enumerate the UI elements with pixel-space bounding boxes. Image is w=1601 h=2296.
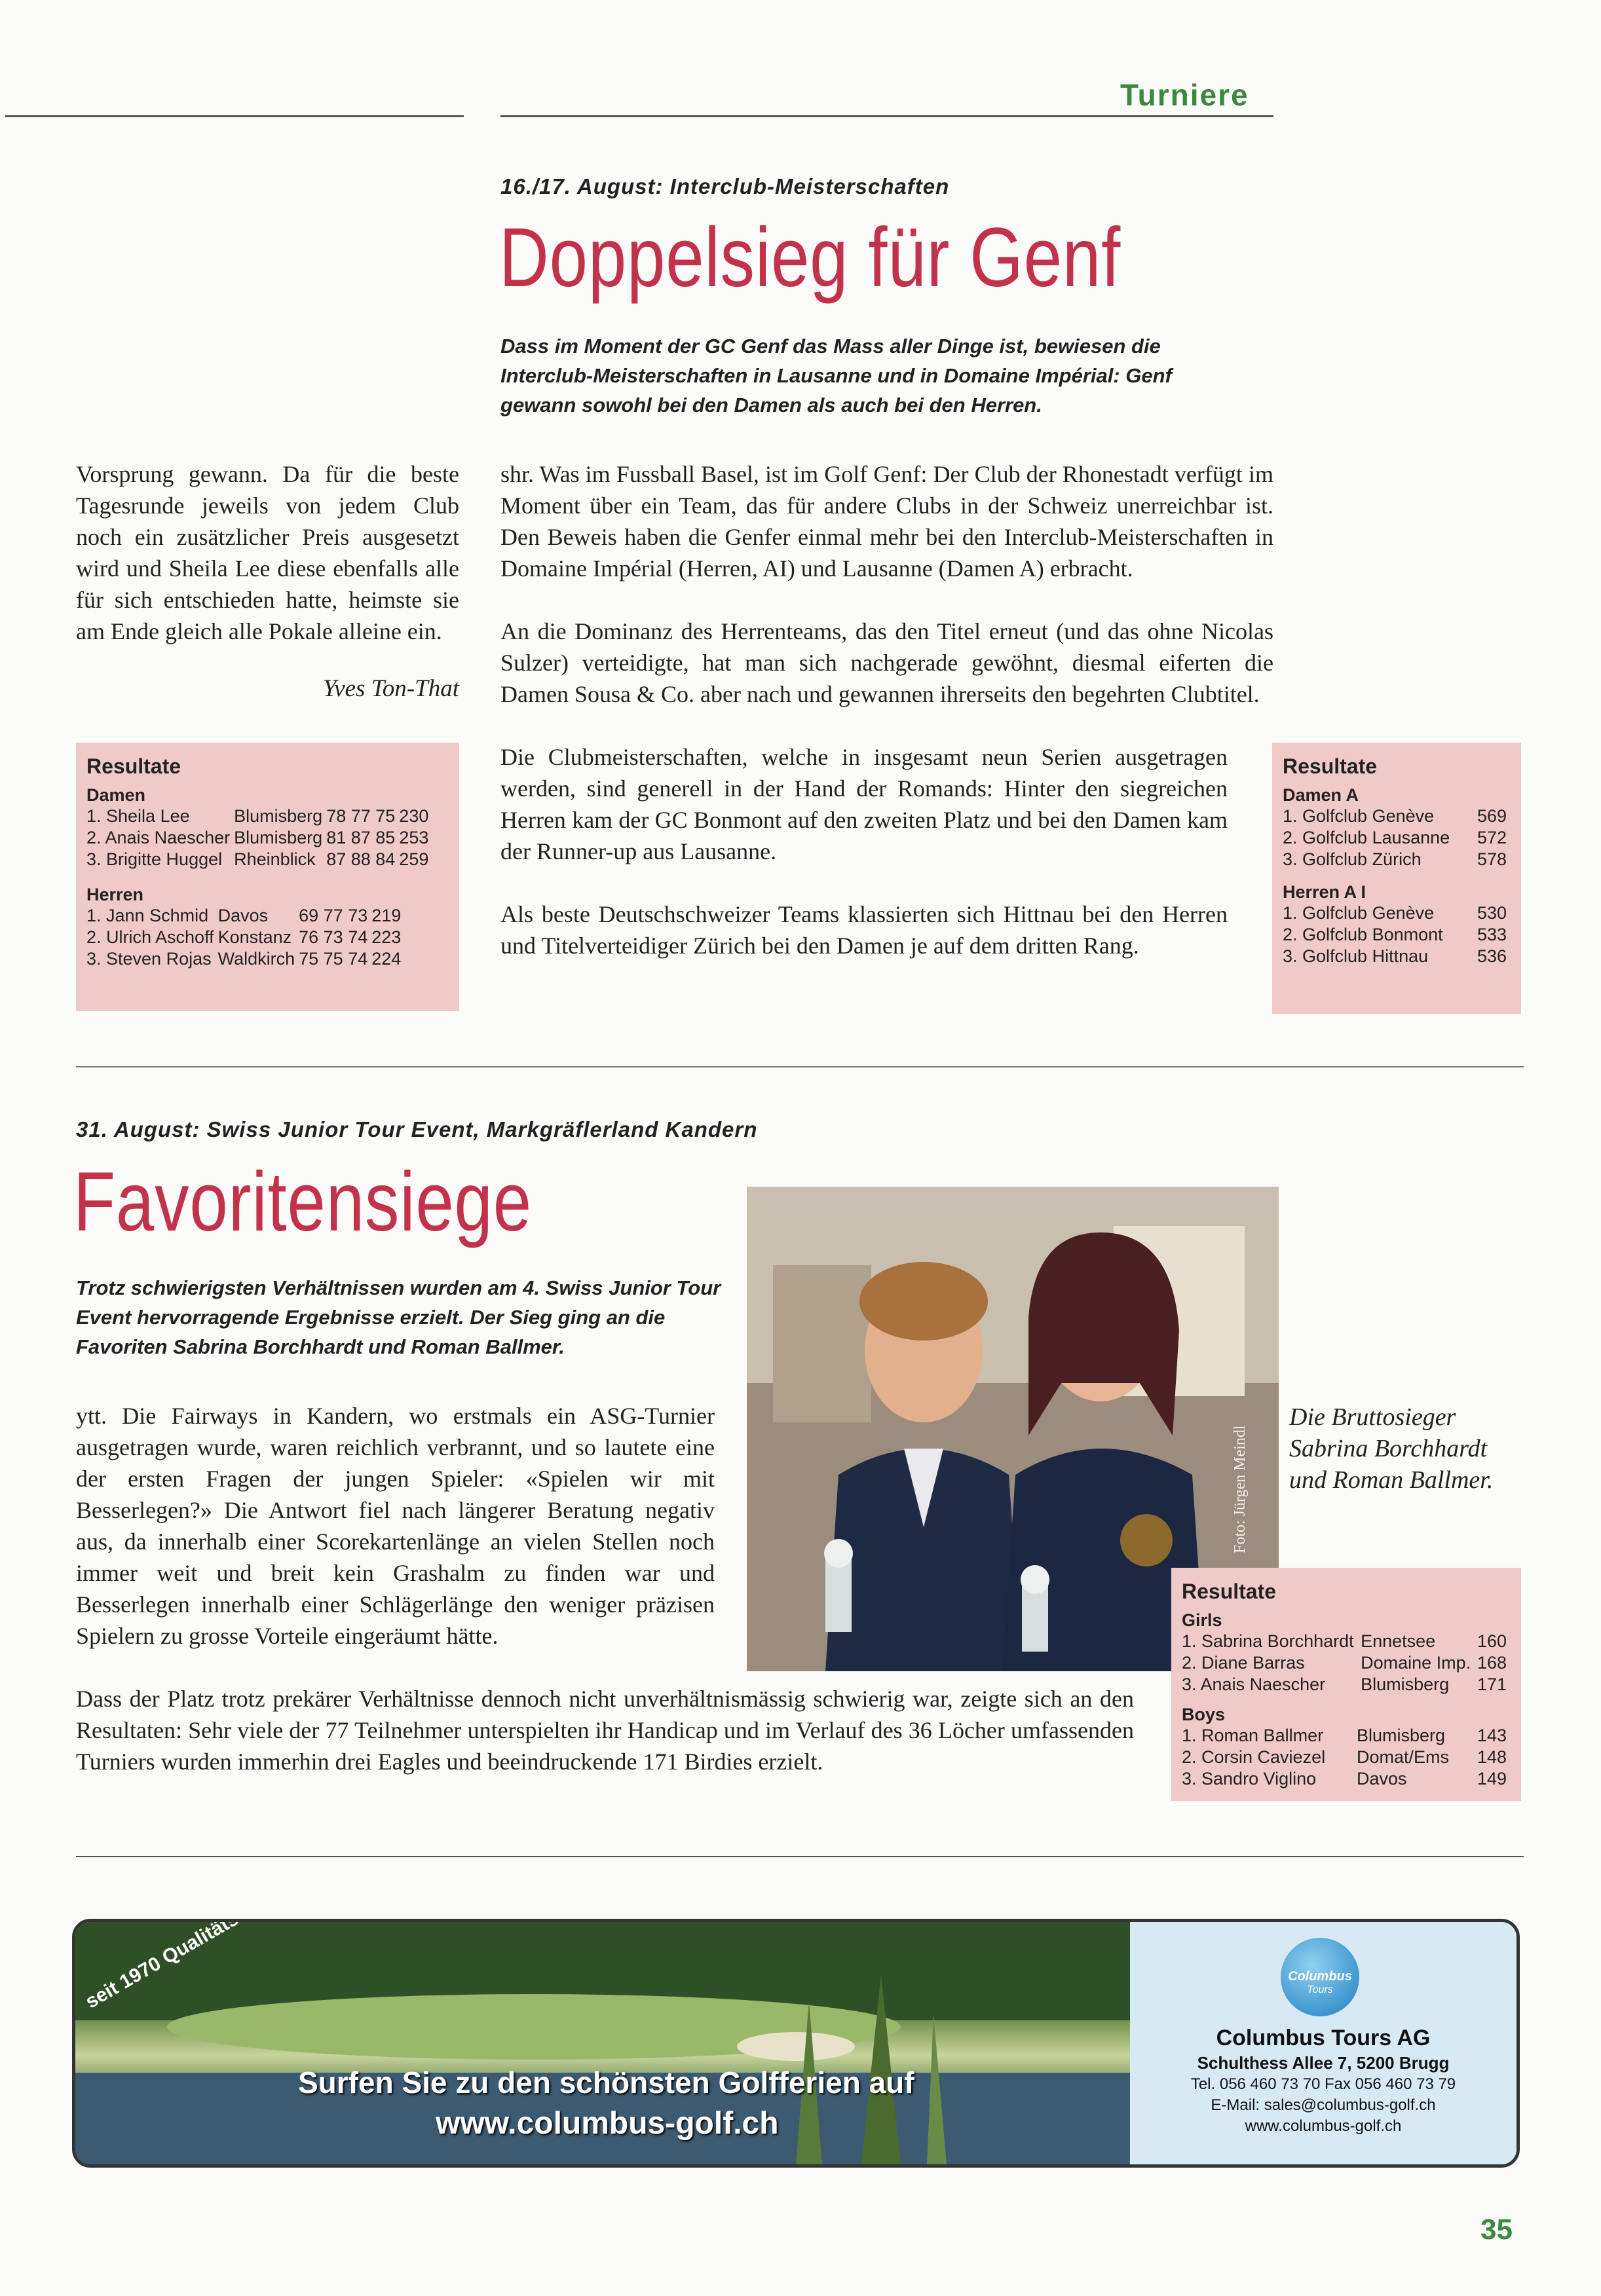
results-table-girls [1182, 1631, 1511, 1695]
club-name: Blumisberg [234, 806, 323, 826]
table-row [1182, 1652, 1511, 1674]
total-score: 143 [1477, 1726, 1507, 1745]
table-row [1182, 1768, 1511, 1790]
article1-results-box [1272, 743, 1521, 1014]
bottom-rule [76, 1856, 1524, 1857]
ad-url-large[interactable]: www.columbus-golf.ch [436, 2106, 779, 2141]
logo-line1: Columbus [1288, 1969, 1352, 1984]
club-name: Blumisberg [1357, 1726, 1446, 1745]
club-name: 3. Golfclub Zürich [1283, 849, 1422, 869]
table-row [1182, 1631, 1511, 1652]
total-score: 253 [399, 828, 429, 847]
club-name: 1. Golfclub Genève [1283, 806, 1435, 826]
prev-article-text: Vorsprung gewann. Da für die beste Tagesrunde jeweils von jedem Club noch ein zusätzlicher Preis ausgesetzt wird und Sheila Lee diese ebenfalls alle für sich entschieden hatte, heimste sie am Ende gleich alle Pokale alleine ein. [76, 461, 459, 644]
results-table-damen [86, 805, 432, 870]
results-table-boys [1182, 1725, 1511, 1790]
club-name: Davos [217, 906, 269, 925]
table-row [86, 805, 432, 827]
ad-web[interactable]: www.columbus-golf.ch [1245, 2117, 1402, 2135]
player-name: 1. Sabrina Borchhardt [1182, 1631, 1354, 1651]
club-name: Ennetsee [1361, 1631, 1436, 1651]
total-score: 160 [1477, 1631, 1507, 1651]
ad-address: Schulthess Allee 7, 5200 Brugg [1197, 2053, 1450, 2073]
total-score: 230 [399, 806, 429, 826]
club-name: Blumisberg [1361, 1675, 1450, 1694]
ad-phone: Tel. 056 460 73 70 Fax 056 460 73 79 [1190, 2075, 1456, 2093]
ad-contact-panel [1130, 1922, 1516, 2164]
total-score: 578 [1477, 849, 1507, 869]
table-row [1182, 1725, 1511, 1747]
prev-article-byline: Yves Ton-That [322, 675, 459, 702]
article1-paragraph: shr. Was im Fussball Basel, ist im Golf Genf: Der Club der Rhonestadt verfügt im Moment über ein Team, das für andere Clubs in der Schweiz unerreichbar ist. Den Beweis haben die Genfer einmal mehr bei den Interclub-Meisterschaften in Domaine Impérial (Herren, AI) und Lausanne (Damen A) erbracht. [500, 461, 1273, 582]
club-name: Rheinblick [234, 849, 316, 869]
article2-kicker: 31. August: Swiss Junior Tour Event, Markgräflerland Kandern [76, 1117, 758, 1141]
player-name: 1. Sheila Lee [86, 806, 190, 826]
total-score: 149 [1477, 1769, 1507, 1788]
article1-body [500, 458, 1273, 993]
results-group-herren: Herren [86, 885, 144, 904]
club-name: Domat/Ems [1357, 1747, 1450, 1767]
results-group-herren-ai: Herren A I [1283, 882, 1366, 902]
player-name: 2. Corsin Caviezel [1182, 1747, 1326, 1767]
club-name: Domaine Imp. [1361, 1653, 1471, 1673]
results-group-girls: Girls [1182, 1610, 1222, 1630]
total-score: 259 [399, 849, 429, 869]
table-row [1283, 827, 1511, 849]
article2-headline: Favoritensiege [73, 1155, 532, 1249]
total-score: 219 [371, 906, 402, 925]
article1-paragraph: Die Clubmeisterschaften, welche in insgesamt neun Serien ausgetragen werden, sind generell in der Hand der Romands: Hinter den siegreichen Herren kam der GC Bonmont auf den zweiten Platz und bei den Damen kam der Runner-up aus Lausanne. [500, 744, 1228, 864]
club-name: Waldkirch [217, 949, 295, 969]
article2-para1: ytt. Die Fairways in Kandern, wo erstmals ein ASG-Turnier ausgetragen wurde, waren reichlich verbrannt, und so lautete eine der ersten Fragen der jungen Spieler: «Spielen wir mit Besserlegen?» Die Antwort fiel nach längerer Beratung negativ aus, da innerhalb einer Scorekartenlänge an vielen Stellen noch immer weit und breit kein Grashalm zu finden war und Besserlegen innerhalb einer Schlägerlänge den weniger präzisen Spielern zu grosse Vorteile eingeräumt hätte. [76, 1403, 715, 1649]
club-name: 3. Golfclub Hittnau [1283, 946, 1429, 966]
ad-company: Columbus Tours AG [1216, 2026, 1431, 2050]
player-name: 2. Anais Naescher [86, 828, 231, 847]
player-name: 3. Anais Naescher [1182, 1675, 1326, 1694]
total-score: 533 [1477, 925, 1507, 944]
results-table-herren-ai [1283, 902, 1511, 967]
article1-lead: Dass im Moment der GC Genf das Mass aller Dinge ist, bewiesen die Interclub-Meisterschaften in Lausanne und in Domaine Impérial: Genf gewann sowohl bei den Damen als auch bei den Herren. [500, 335, 1172, 417]
table-row [1283, 946, 1511, 967]
header-rule-right [500, 115, 1273, 117]
section-divider [76, 1066, 1524, 1067]
round-scores: 76 73 74 [299, 927, 368, 947]
photo-credit: Foto: Jürgen Meindl [1232, 1425, 1249, 1553]
results-table-damen-a [1283, 805, 1511, 870]
round-scores: 78 77 75 [326, 806, 396, 826]
round-scores: 75 75 74 [299, 949, 368, 969]
total-score: 530 [1477, 903, 1507, 923]
player-name: 1. Jann Schmid [86, 906, 209, 925]
article2-para2: Dass der Platz trotz prekärer Verhältnisse dennoch nicht unverhältnismässig schwierig war, zeigte sich an den Resultaten: Sehr viele der 77 Teilnehmer unterspielten ihr Handicap und im Verlauf des 36 Löcher umfassenden Turniers wurden immerhin drei Eagles und beeindruckende 171 Birdies erzielt. [76, 1686, 1134, 1775]
results-group-damen-a: Damen A [1283, 785, 1359, 805]
total-score: 536 [1477, 946, 1507, 966]
player-name: 3. Brigitte Huggel [86, 849, 223, 869]
club-name: Konstanz [217, 927, 292, 947]
header-rule-left [5, 115, 464, 117]
total-score: 168 [1477, 1653, 1507, 1673]
table-row [86, 849, 432, 870]
player-name: 3. Steven Rojas [86, 949, 212, 969]
total-score: 224 [371, 949, 402, 969]
table-row [86, 927, 405, 948]
article1-paragraph: An die Dominanz des Herrenteams, das den Titel erneut (und das ohne Nicolas Sulzer) verteidigte, hat man sich nachgerade gewöhnt, diesmal eiferten die Damen Sousa & Co. aber nach und gewannen ihrerseits den begehrten Clubtitel. [500, 618, 1273, 707]
article1-headline: Doppelsieg für Genf [499, 211, 1121, 305]
article2-lead: Trotz schwierigsten Verhältnissen wurden am 4. Swiss Junior Tour Event hervorragende Ergebnisse erzielt. Der Sieg ging an die Favoriten Sabrina Borchhardt und Roman Ballmer. [76, 1276, 721, 1358]
club-name: Davos [1357, 1769, 1407, 1788]
round-scores: 81 87 85 [326, 828, 396, 847]
section-label: Turniere [1120, 78, 1249, 112]
round-scores: 69 77 73 [299, 906, 368, 925]
results-title: Resultate [1182, 1580, 1277, 1603]
page-number: 35 [1480, 2213, 1513, 2246]
table-row [1283, 849, 1511, 870]
player-name: 2. Diane Barras [1182, 1653, 1305, 1673]
columbus-logo [1281, 1938, 1359, 2016]
results-title: Resultate [86, 754, 181, 778]
club-name: Blumisberg [234, 828, 323, 847]
article2-results-box [1171, 1568, 1521, 1801]
ad-slogan: Surfen Sie zu den schönsten Golfferien auf [298, 2065, 914, 2100]
results-group-boys: Boys [1182, 1705, 1226, 1724]
table-row [86, 905, 405, 927]
club-name: 2. Golfclub Lausanne [1283, 828, 1450, 847]
table-row [1182, 1674, 1511, 1695]
table-row [1283, 805, 1511, 827]
table-row [1182, 1747, 1511, 1768]
prev-results-box [76, 743, 459, 1011]
table-row [86, 948, 405, 970]
player-name: 3. Sandro Viglino [1182, 1769, 1317, 1788]
club-name: 2. Golfclub Bonmont [1283, 925, 1443, 944]
logo-line2: Tours [1307, 1984, 1333, 1995]
article1-paragraph: Als beste Deutschschweizer Teams klassierten sich Hittnau bei den Herren und Titelverteidiger Zürich bei den Damen je auf dem dritten Rang. [500, 901, 1228, 959]
table-row [1283, 924, 1511, 946]
columbus-tours-ad[interactable] [72, 1919, 1520, 2168]
table-row [1283, 902, 1511, 924]
ad-golf-image [75, 1922, 1130, 2164]
round-scores: 87 88 84 [326, 849, 396, 869]
article1-kicker: 16./17. August: Interclub-Meisterschaften [500, 174, 950, 198]
photo-caption: Die Bruttosieger Sabrina Borchhardt und Roman Ballmer. [1289, 1403, 1494, 1494]
total-score: 148 [1477, 1747, 1507, 1767]
results-group-damen: Damen [86, 785, 146, 805]
results-title: Resultate [1283, 754, 1378, 778]
total-score: 171 [1477, 1675, 1507, 1694]
total-score: 572 [1477, 828, 1507, 847]
table-row [86, 827, 432, 849]
player-name: 1. Roman Ballmer [1182, 1726, 1324, 1745]
player-name: 2. Ulrich Aschoff [86, 927, 214, 947]
total-score: 223 [371, 927, 402, 947]
club-name: 1. Golfclub Genève [1283, 903, 1435, 923]
results-table-herren [86, 905, 405, 970]
total-score: 569 [1477, 806, 1507, 826]
ad-email[interactable]: E-Mail: sales@columbus-golf.ch [1211, 2096, 1436, 2114]
